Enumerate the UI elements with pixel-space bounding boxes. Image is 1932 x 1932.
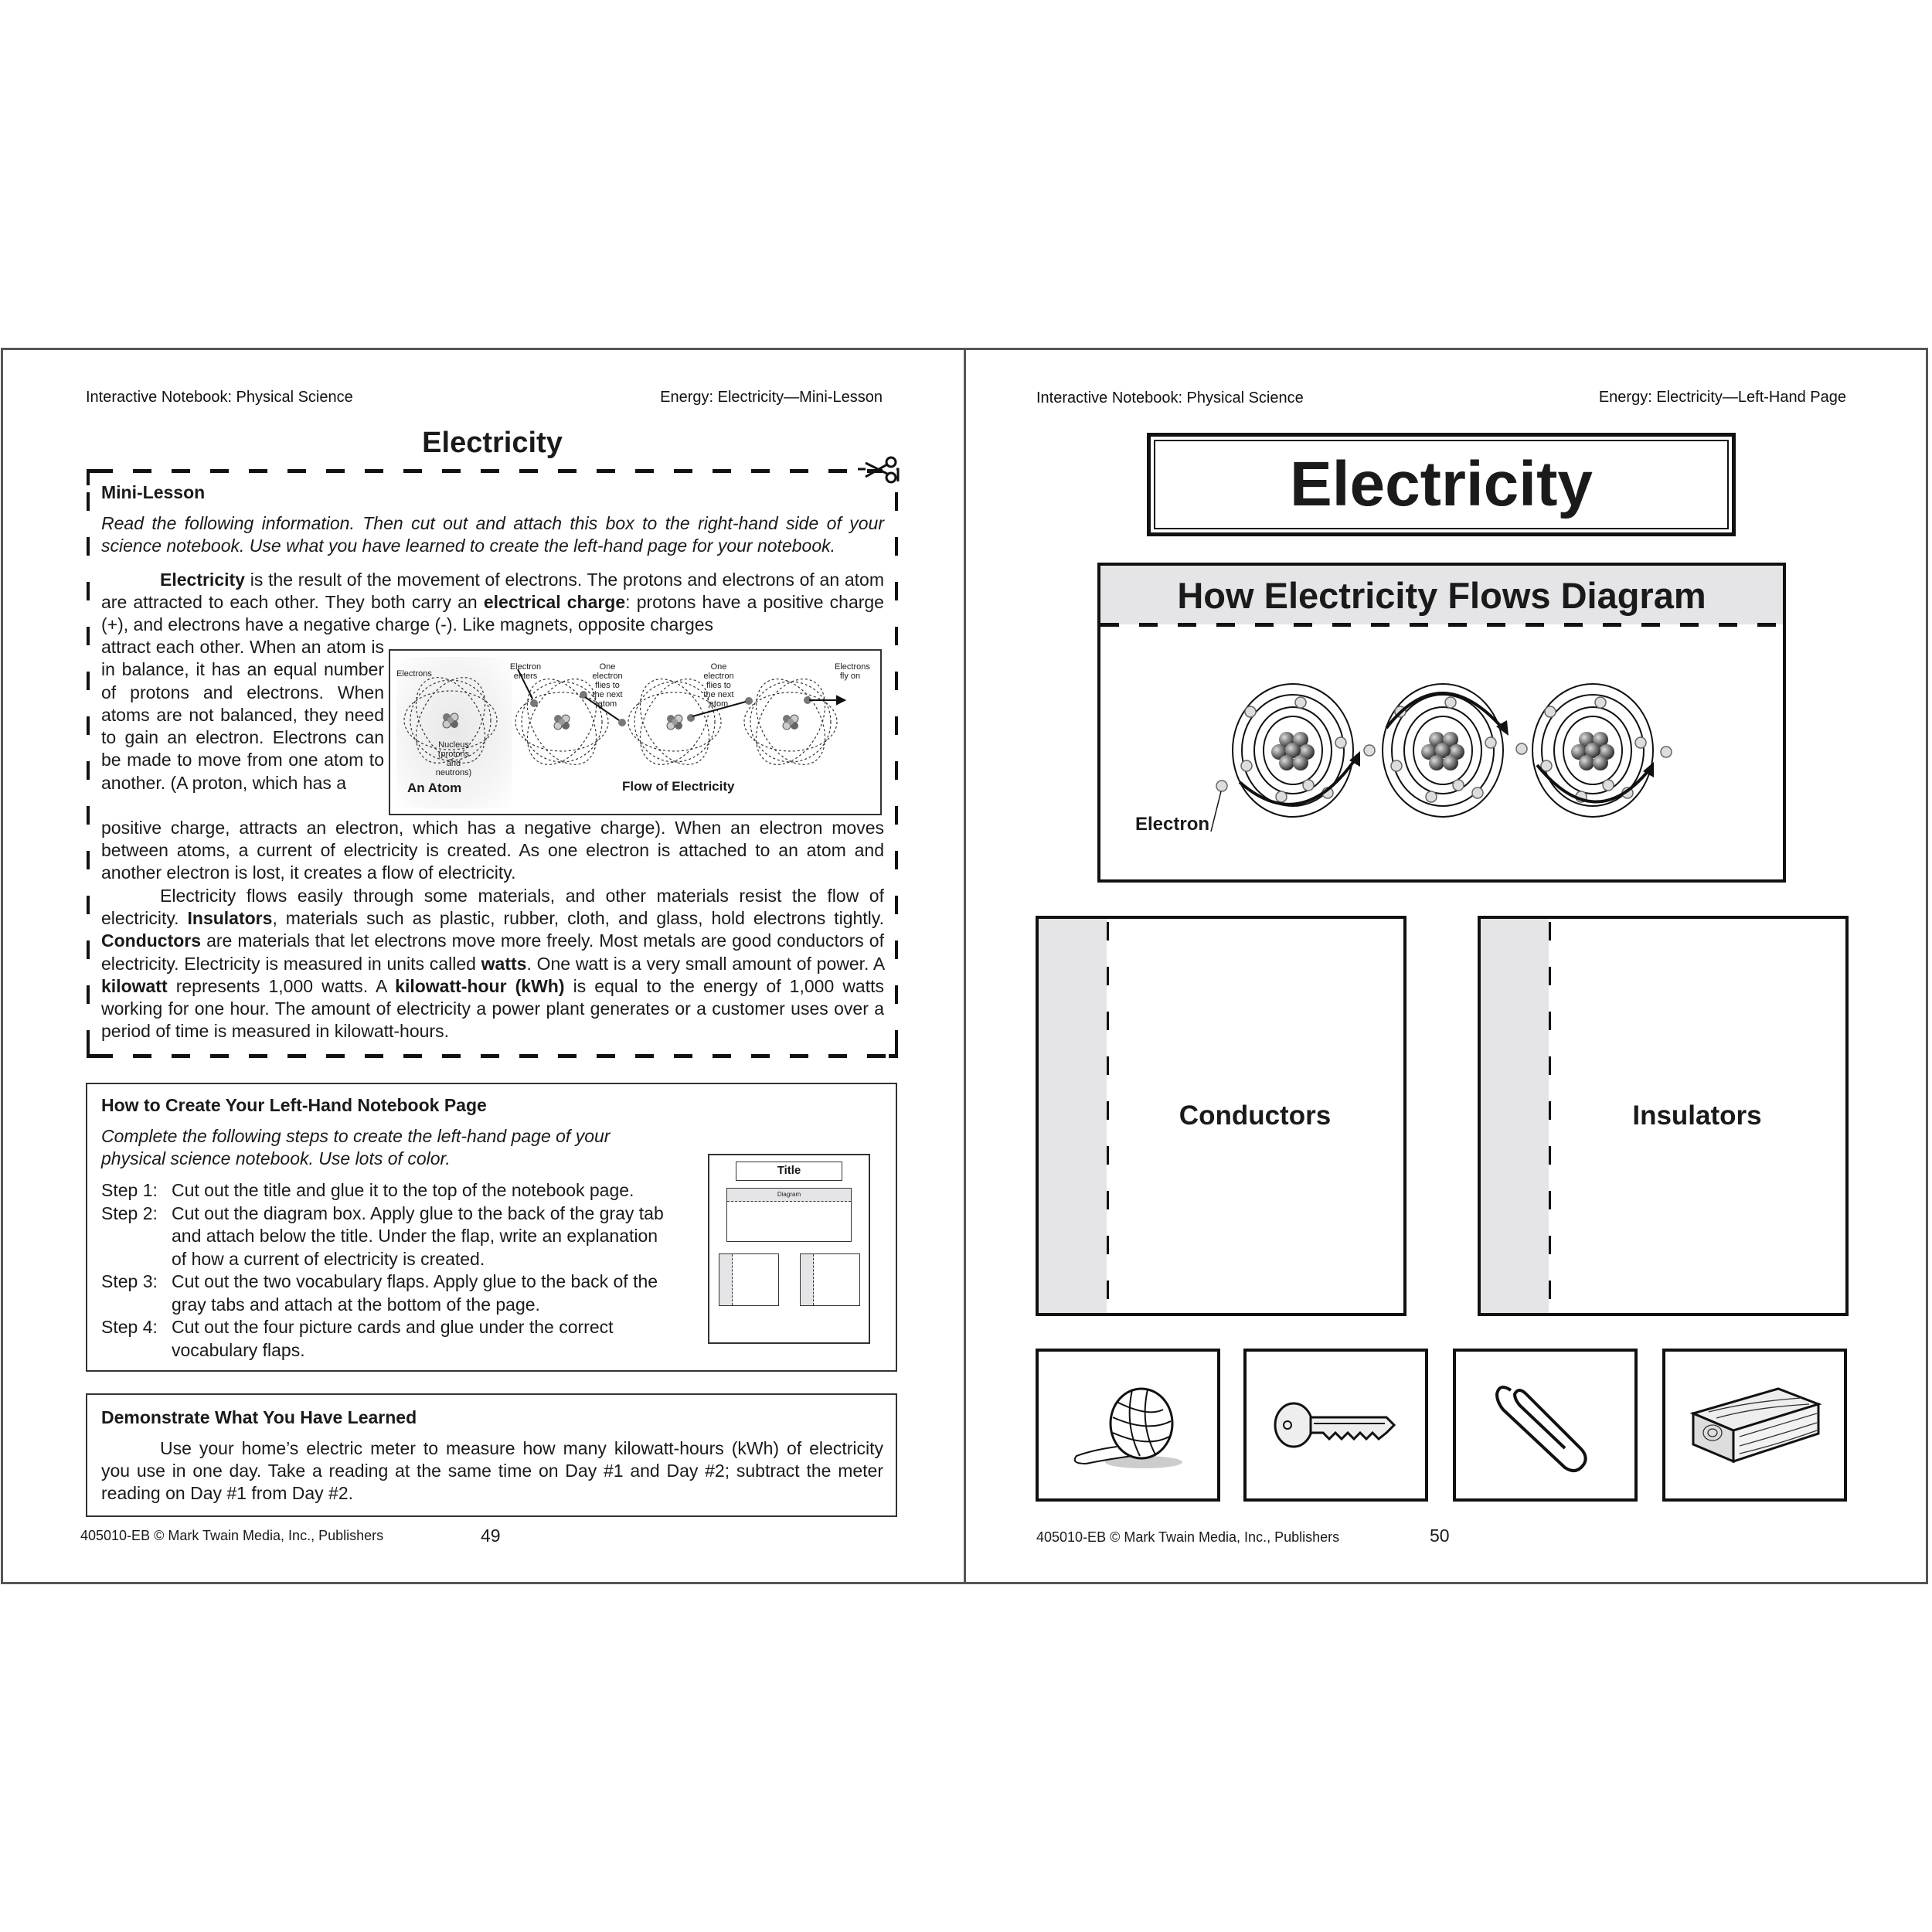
step-number: Step 3:: [101, 1271, 158, 1291]
left-footer-copyright: 405010-EB © Mark Twain Media, Inc., Publishers: [80, 1528, 384, 1543]
thumb-flap-tab: [801, 1254, 814, 1305]
yarn-ball-icon: [1070, 1379, 1186, 1471]
lesson-paragraph-1-cont: positive charge, attracts an electron, which has a negative charge). When an electron moves between atoms, a current of electricity is created. As one electron is attached to an atom and another electron is lost, it creates a flow of electricity.: [101, 818, 884, 883]
text-run: , materials such as plastic, rubber, cloth, and glass, hold electrons tightly.: [272, 908, 884, 929]
text-run: Electricity flows easily through some materials, and other materials resist the flow of electricity.: [101, 886, 884, 929]
vocab-flap-insulators: [1478, 916, 1849, 1316]
fold-line: [1100, 623, 1783, 627]
how-to-intro: Complete the following steps to create the left-hand page of your physical science notebook. Use lots of color.: [101, 1126, 611, 1169]
label-one-electron-flies-1: One electron flies to the next atom: [592, 662, 623, 709]
text-run: are materials that let electrons move more freely. Most metals are good conductors of electricity. Electricity is measured in units called: [101, 930, 884, 974]
key-icon: [1270, 1394, 1402, 1456]
step-number: Step 4:: [101, 1317, 158, 1337]
picture-card-wood: [1662, 1349, 1847, 1502]
left-page-number: 49: [481, 1526, 501, 1546]
demonstrate-heading: Demonstrate What You Have Learned: [101, 1407, 417, 1427]
caption-an-atom: An Atom: [407, 781, 462, 795]
label-electron-enters: Electron enters: [509, 662, 542, 681]
thumb-diagram-tab: Diagram: [727, 1189, 851, 1202]
flap-glue-tab: [1481, 919, 1549, 1313]
demonstrate-text: Use your home’s electric meter to measure how many kilowatt-hours (kWh) of electricity you use in one day. Take a reading at the same time on Day #1 and Day #2; subtract the meter reading on Day #1 from Day #2.: [101, 1438, 883, 1504]
diagram-flap-box: [1097, 563, 1786, 883]
text-run: is the result of the movement of electrons. The protons and electrons of an atom are attracted to each other. They both carry an: [101, 570, 884, 613]
thumb-title: Title: [736, 1162, 842, 1181]
page-divider: [964, 348, 966, 1584]
label-electrons: Electrons: [396, 669, 432, 679]
term-kilowatt-hour: kilowatt-hour (kWh): [395, 975, 565, 996]
vocab-flap-conductors: [1036, 916, 1406, 1316]
electron-flow-diagram: [1100, 628, 1783, 879]
title-cutout: [1147, 433, 1736, 536]
picture-card-key: [1243, 1349, 1428, 1502]
lesson-paragraph-1-wrap: attract each other. When an atom is in balance, it has an equal number of protons and electrons. When atoms are not balanced, they need to gain an electron. Electrons can be made to move from one atom to another. (A proton, which has a: [101, 637, 384, 793]
step-number: Step 1:: [101, 1180, 158, 1200]
layout-thumbnail: [708, 1154, 870, 1344]
thumb-flap: [719, 1253, 779, 1306]
flap-label-insulators: Insulators: [1632, 1100, 1762, 1131]
atom-flow-figure: [389, 649, 882, 815]
how-to-heading: How to Create Your Left-Hand Notebook Page: [101, 1095, 487, 1115]
step-item: [101, 1270, 665, 1316]
lesson-paragraph-2: [101, 885, 884, 1043]
paperclip-icon: [1488, 1375, 1604, 1475]
demonstrate-box: [86, 1393, 897, 1517]
cut-corner: [889, 1042, 898, 1058]
term-watts: watts: [481, 953, 527, 974]
term-conductors: Conductors: [101, 930, 202, 951]
text-run: . One watt is a very small amount of power. A: [526, 953, 884, 974]
cut-line-left: [87, 492, 90, 1049]
right-header-section: Energy: Electricity—Left-Hand Page: [1598, 389, 1846, 406]
picture-card-paperclip: [1453, 1349, 1638, 1502]
text-run: is equal to the energy of 1,000 watts working for one hour. The amount of electricity a power plant generates or a customer uses over a period of time is measured in kilowatt-hours.: [101, 975, 885, 1042]
cut-line-right: [895, 492, 898, 1049]
cut-line-bottom: [94, 1054, 890, 1058]
mini-lesson-instructions: Read the following information. Then cut out and attach this box to the right-hand side of your science notebook. Use what you have learned to create the left-hand page for your notebook.: [101, 513, 884, 556]
caption-flow-of-electricity: Flow of Electricity: [622, 779, 735, 794]
thumb-diagram: [726, 1188, 852, 1242]
mini-lesson-heading: Mini-Lesson: [101, 482, 206, 502]
diagram-glue-tab: How Electricity Flows Diagram: [1100, 566, 1783, 624]
right-header-book: Interactive Notebook: Physical Science: [1036, 389, 1304, 406]
text-run: : protons have a positive charge (+), and electrons have a negative charge (-). Like magnets, opposite charges: [101, 592, 884, 635]
label-electrons-fly-on: Electrons fly on: [835, 662, 870, 681]
step-item: [101, 1179, 665, 1202]
wood-block-icon: [1685, 1383, 1825, 1468]
left-header-book: Interactive Notebook: Physical Science: [86, 389, 353, 406]
step-item: [101, 1202, 665, 1271]
label-one-electron-flies-2: One electron flies to the next atom: [703, 662, 734, 709]
cut-line-top: [94, 469, 883, 473]
step-text: Cut out the two vocabulary flaps. Apply glue to the back of the gray tabs and attach at the bottom of the page.: [172, 1271, 658, 1315]
how-to-box: [86, 1083, 897, 1372]
step-text: Cut out the diagram box. Apply glue to the back of the gray tab and attach below the title. Under the flap, write an explanation of how a current of electricity is created.: [172, 1202, 664, 1269]
step-text: Cut out the four picture cards and glue under the correct vocabulary flaps.: [172, 1317, 614, 1360]
cut-corner: [87, 469, 96, 485]
left-header-section: Energy: Electricity—Mini-Lesson: [660, 389, 883, 406]
right-footer-copyright: 405010-EB © Mark Twain Media, Inc., Publishers: [1036, 1529, 1340, 1545]
flap-glue-tab: [1039, 919, 1107, 1313]
cut-corner: [87, 1042, 96, 1058]
electron-label: Electron: [1135, 814, 1210, 835]
picture-card-yarn: [1036, 1349, 1220, 1502]
term-electrical-charge: electrical charge: [483, 592, 626, 613]
lesson-paragraph-1: [101, 569, 884, 637]
thumb-flap-tab: [719, 1254, 733, 1305]
text-run: represents 1,000 watts. A: [167, 975, 396, 996]
how-to-steps: [101, 1179, 665, 1362]
term-kilowatt: kilowatt: [101, 975, 168, 996]
term-insulators: Insulators: [187, 908, 273, 929]
right-page-number: 50: [1430, 1526, 1450, 1546]
flap-label-conductors: Conductors: [1179, 1100, 1332, 1131]
thumb-flap: [800, 1253, 860, 1306]
title-cutout-text: Electricity: [1154, 440, 1729, 529]
scissors-icon: [858, 455, 901, 486]
page-title: Electricity: [422, 427, 563, 459]
label-nucleus: Nucleus (protons and neutrons): [435, 740, 472, 777]
term-electricity: Electricity: [160, 570, 245, 590]
step-item: [101, 1316, 665, 1362]
step-text: Cut out the title and glue it to the top of the notebook page.: [172, 1180, 634, 1200]
step-number: Step 2:: [101, 1202, 158, 1223]
